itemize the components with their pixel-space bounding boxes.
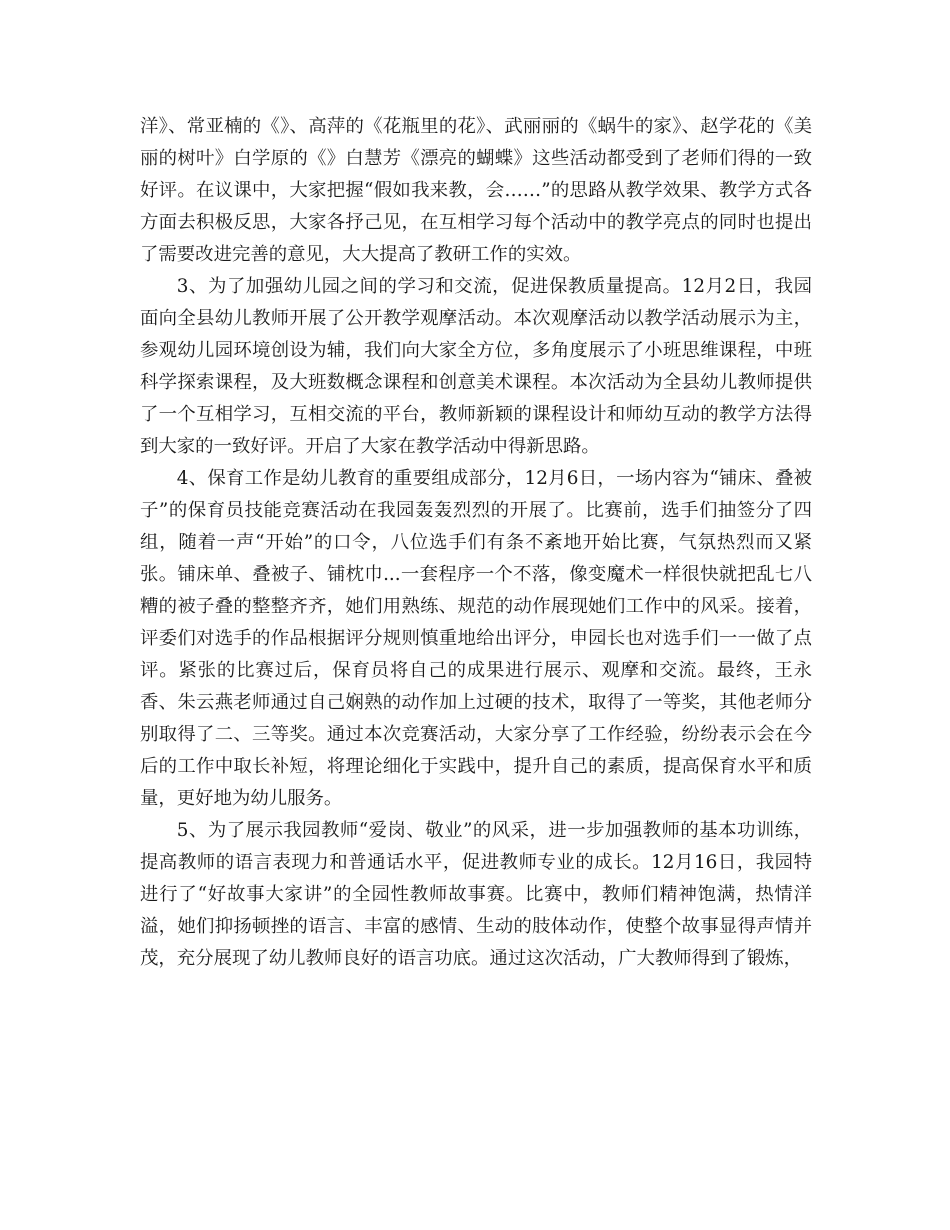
paragraph-continuation: 洋》、常亚楠的《》、高萍的《花瓶里的花》、武丽丽的《蜗牛的家》、赵学花的《美丽的树叶》白学原的《》白慧芳《漂亮的蝴蝶》这些活动都受到了老师们得的一致好评。在议课中，大家把握“假如我来教，会……”的思路从教学效果、教学方式各方面去积极反思，大家各抒己见，在互相学习每个活动中的教学亮点的同时也提出了需要改进完善的意见，大大提高了教研工作的实效。 — [140, 116, 812, 265]
document-body — [140, 111, 812, 975]
paragraph-item-4: 4、保育工作是幼儿教育的重要组成部分，12月6日，一场内容为“铺床、叠被子”的保育员技能竞赛活动在我园轰轰烈烈的开展了。比赛前，选手们抽签分了四组，随着一声“开始”的口令，八位选手们有条不紊地开始比赛，气氛热烈而又紧张。铺床单、叠被子、铺枕巾...一套程序一个不落，像变魔术一样很快就把乱七八糟的被子叠的整整齐齐，她们用熟练、规范的动作展现她们工作中的风采。接着，评委们对选手的作品根据评分规则慎重地给出评分，申园长也对选手们一一做了点评。紧张的比赛过后，保育员将自己的成果进行展示、观摩和交流。最终，王永香、朱云燕老师通过自己娴熟的动作加上过硬的技术，取得了一等奖，其他老师分别取得了二、三等奖。通过本次竞赛活动，大家分享了工作经验，纷纷表示会在今后的工作中取长补短，将理论细化于实践中，提升自己的素质，提高保育水平和质量，更好地为幼儿服务。 — [140, 468, 812, 809]
paragraph-item-3: 3、为了加强幼儿园之间的学习和交流，促进保教质量提高。12月2日，我园面向全县幼儿教师开展了公开教学观摩活动。本次观摩活动以教学活动展示为主，参观幼儿园环境创设为辅，我们向大家全方位，多角度展示了小班思维课程，中班科学探索课程，及大班数概念课程和创意美术课程。本次活动为全县幼儿教师提供了一个互相学习，互相交流的平台，教师新颖的课程设计和师幼互动的教学方法得到大家的一致好评。开启了大家在教学活动中得新思路。 — [140, 276, 812, 457]
paragraph-item-5: 5、为了展示我园教师“爱岗、敬业”的风采，进一步加强教师的基本功训练，提高教师的语言表现力和普通话水平，促进教师专业的成长。12月16日，我园特进行了“好故事大家讲”的全园性教师故事赛。比赛中，教师们精神饱满，热情洋溢，她们抑扬顿挫的语言、丰富的感情、生动的肢体动作，使整个故事显得声情并茂，充分展现了幼儿教师良好的语言功底。通过这次活动，广大教师得到了锻炼， — [140, 820, 812, 969]
